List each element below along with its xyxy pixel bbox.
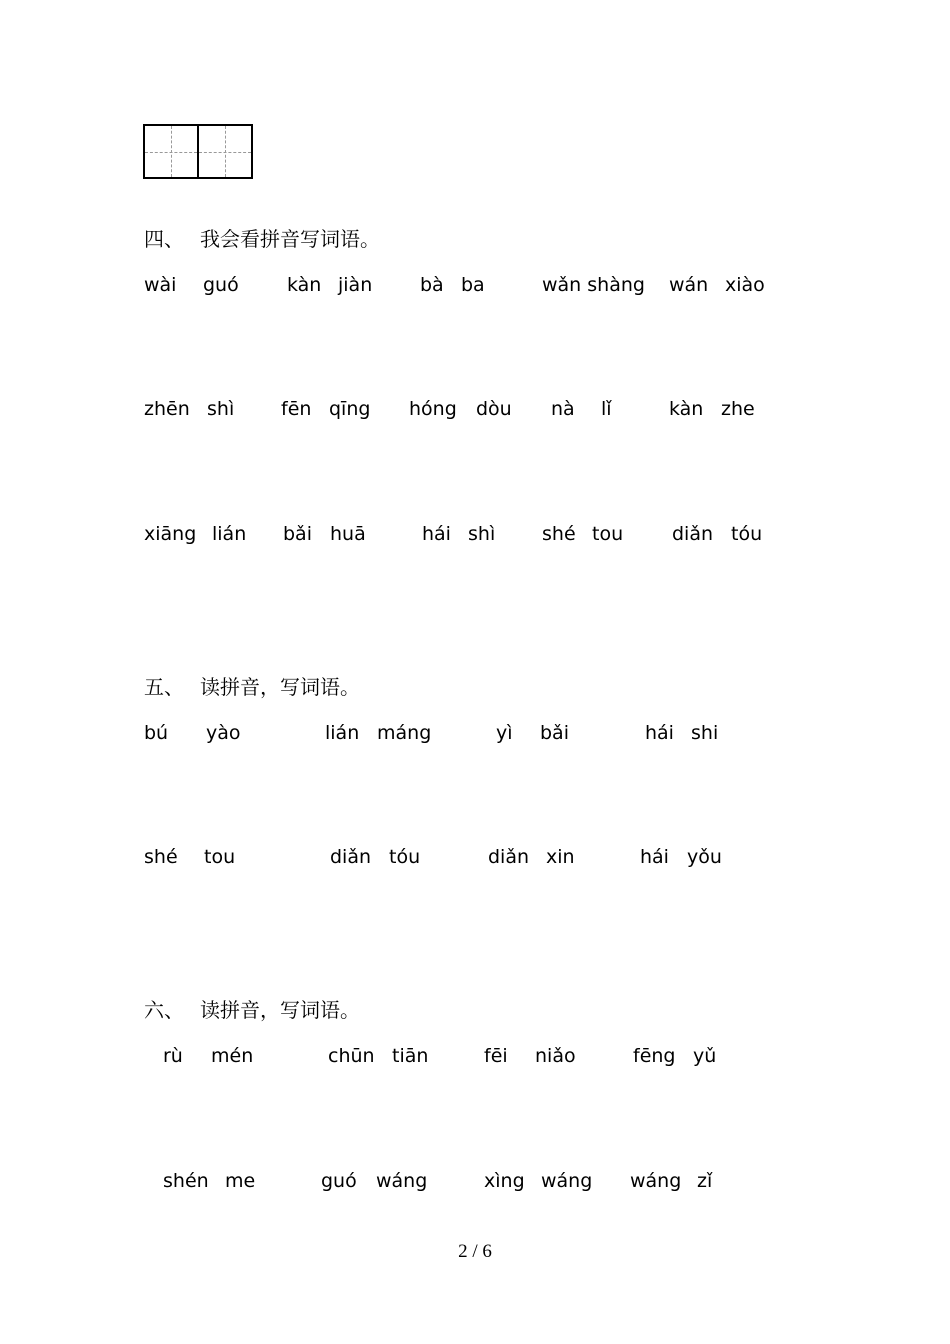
pinyin: yǒu [687, 846, 722, 868]
section-6-heading [144, 994, 360, 1023]
pinyin: zǐ [697, 1170, 713, 1192]
pinyin: niǎo [535, 1045, 576, 1067]
pinyin: tóu [389, 846, 421, 868]
pinyin: nà [551, 398, 575, 420]
writing-grid-cell [145, 126, 197, 177]
pinyin: fēng [633, 1045, 676, 1067]
pinyin: shì [468, 523, 496, 545]
pinyin: shi [691, 722, 719, 744]
pinyin: tiān [392, 1045, 429, 1067]
pinyin: máng [377, 722, 432, 744]
pinyin: shé [144, 846, 178, 868]
pinyin: wán [669, 274, 709, 296]
pinyin: ba [461, 274, 485, 296]
section-4-heading [144, 223, 380, 252]
pinyin: xiāng [144, 523, 197, 545]
pinyin: yì [496, 722, 513, 744]
pinyin: shì [207, 398, 235, 420]
pinyin: qīng [329, 398, 371, 420]
pinyin: guó [203, 274, 239, 296]
pinyin: tóu [731, 523, 763, 545]
pinyin: shén [163, 1170, 209, 1192]
pinyin: jiàn [338, 274, 373, 296]
pinyin: diǎn [330, 846, 372, 868]
pinyin: mén [211, 1045, 254, 1067]
pinyin: wǎn shàng [542, 274, 645, 296]
writing-grid-cell [197, 126, 251, 177]
section-5-title: 读拼音，写词语。 [200, 675, 360, 699]
pinyin: xìng [484, 1170, 525, 1192]
pinyin: wáng [630, 1170, 682, 1192]
pinyin: yǔ [693, 1045, 717, 1067]
pinyin: zhe [721, 398, 755, 420]
pinyin: diǎn [488, 846, 530, 868]
pinyin: lián [325, 722, 360, 744]
pinyin: fēi [484, 1045, 508, 1067]
pinyin: bú [144, 722, 169, 744]
pinyin: bà [420, 274, 444, 296]
pinyin: wài [144, 274, 177, 296]
pinyin: lǐ [601, 398, 612, 420]
pinyin: diǎn [672, 523, 714, 545]
pinyin: hái [422, 523, 451, 545]
pinyin: wáng [376, 1170, 428, 1192]
section-4-number: 四、 [144, 227, 184, 251]
pinyin: bǎi [283, 523, 312, 545]
section-6-title: 读拼音，写词语。 [200, 998, 360, 1022]
pinyin: kàn [669, 398, 704, 420]
pinyin: me [225, 1170, 256, 1192]
pinyin: lián [212, 523, 247, 545]
pinyin: fēn [281, 398, 312, 420]
pinyin: wáng [541, 1170, 593, 1192]
pinyin: kàn [287, 274, 322, 296]
section-4-title: 我会看拼音写词语。 [200, 227, 380, 251]
pinyin: hái [640, 846, 669, 868]
writing-grid [143, 124, 253, 179]
pinyin: bǎi [540, 722, 569, 744]
section-5-number: 五、 [144, 675, 184, 699]
pinyin: hóng [409, 398, 457, 420]
pinyin: yào [206, 722, 241, 744]
pinyin: huā [330, 523, 366, 545]
pinyin: rù [163, 1045, 183, 1067]
pinyin: tou [592, 523, 624, 545]
pinyin: guó [321, 1170, 357, 1192]
pinyin: xiào [725, 274, 765, 296]
pinyin: chūn [328, 1045, 375, 1067]
pinyin: zhēn [144, 398, 190, 420]
page-number: 2 / 6 [458, 1241, 492, 1262]
section-6-number: 六、 [144, 998, 184, 1022]
pinyin: shé [542, 523, 576, 545]
pinyin: hái [645, 722, 674, 744]
pinyin: xin [546, 846, 575, 868]
pinyin: tou [204, 846, 236, 868]
section-5-heading [144, 671, 360, 700]
pinyin: dòu [476, 398, 512, 420]
